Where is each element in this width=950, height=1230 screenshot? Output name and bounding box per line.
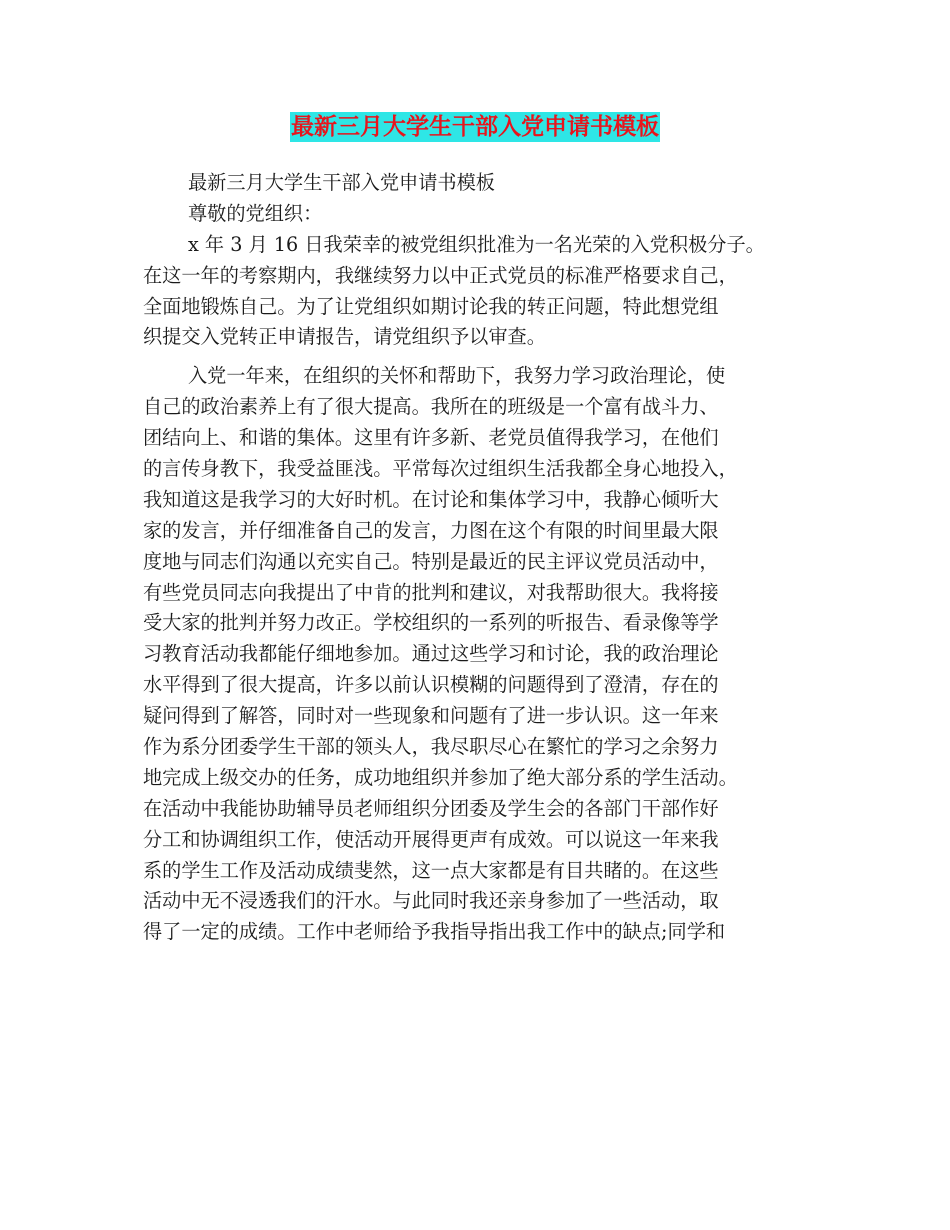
paragraph-line: 疑问得到了解答，同时对一些现象和问题有了进一步认识。这一年来 [143,704,719,728]
title-container [0,112,950,142]
salutation: 尊敬的党组织： [188,201,323,225]
paragraph-line: 团结向上、和谐的集体。这里有许多新、老党员值得我学习，在他们 [143,426,719,450]
paragraph-line: 在这一年的考察期内，我继续努力以中正式党员的标准严格要求自己， [143,263,738,287]
paragraph-line: 有些党员同志向我提出了中肯的批判和建议，对我帮助很大。我将接 [143,580,719,604]
paragraph-line: 入党一年来，在组织的关怀和帮助下，我努力学习政治理论，使 [188,364,726,388]
paragraph-line: 地完成上级交办的任务，成功地组织并参加了绝大部分系的学生活动。 [143,765,738,789]
paragraph-line: 自己的政治素养上有了很大提高。我所在的班级是一个富有战斗力、 [143,395,719,419]
paragraph-line: 的言传身教下，我受益匪浅。平常每次过组织生活我都全身心地投入， [143,457,738,481]
paragraph-line: 水平得到了很大提高，许多以前认识模糊的问题得到了澄清，存在的 [143,673,719,697]
paragraph-line: 我知道这是我学习的大好时机。在讨论和集体学习中，我静心倾听大 [143,487,719,511]
paragraph-line: 分工和协调组织工作，使活动开展得更声有成效。可以说这一年来我 [143,827,719,851]
paragraph-line: 活动中无不浸透我们的汗水。与此同时我还亲身参加了一些活动，取 [143,889,719,913]
paragraph-line: 系的学生工作及活动成绩斐然，这一点大家都是有目共睹的。在这些 [143,858,719,882]
paragraph-line: 家的发言，并仔细准备自己的发言，力图在这个有限的时间里最大限 [143,518,719,542]
paragraph-line: 在活动中我能协助辅导员老师组织分团委及学生会的各部门干部作好 [143,796,719,820]
paragraph-2 [143,361,811,948]
paragraph-line: x 年 3 月 16 日我荣幸的被党组织批准为一名光荣的入党积极分子。 [188,232,765,256]
paragraph-line: 全面地锻炼自己。为了让党组织如期讨论我的转正问题，特此想党组 [143,294,719,318]
document-body [143,168,811,948]
paragraph-line: 作为系分团委学生干部的领头人，我尽职尽心在繁忙的学习之余努力 [143,735,719,759]
paragraph-spacer [143,353,811,361]
paragraph-1 [143,230,811,354]
paragraph-line: 得了一定的成绩。工作中老师给予我指导指出我工作中的缺点;同学和 [143,920,726,944]
paragraph-line: 度地与同志们沟通以充实自己。特别是最近的民主评议党员活动中， [143,549,719,573]
document-subtitle: 最新三月大学生干部入党申请书模板 [188,171,495,194]
document-title: 最新三月大学生干部入党申请书模板 [291,114,659,140]
paragraph-line: 习教育活动我都能仔细地参加。通过这些学习和讨论，我的政治理论 [143,642,719,666]
paragraph-line: 受大家的批判并努力改正。学校组织的一系列的听报告、看录像等学 [143,611,719,635]
paragraph-line: 织提交入党转正申请报告，请党组织予以审查。 [143,325,546,349]
